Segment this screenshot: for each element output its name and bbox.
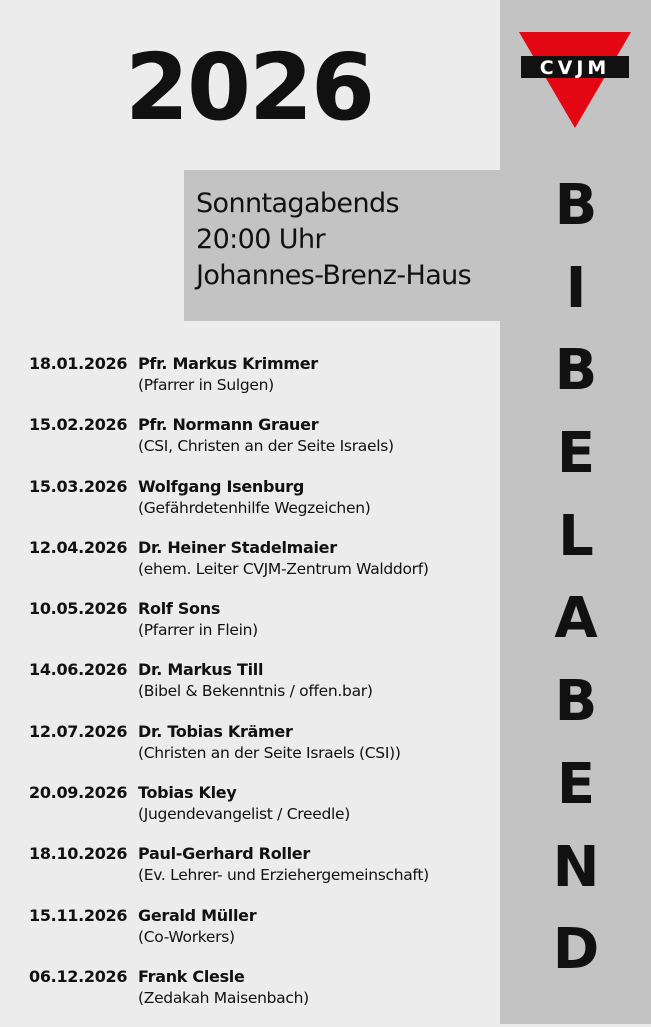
event-speaker-role: (Co-Workers) [138, 927, 235, 946]
event-item [29, 966, 499, 1027]
event-speaker: Wolfgang Isenburg [138, 476, 304, 496]
event-item [29, 353, 499, 414]
event-speaker-role: (CSI, Christen an der Seite Israels) [138, 437, 394, 456]
event-speaker-role: (ehem. Leiter CVJM-Zentrum Walddorf) [138, 559, 429, 578]
title-letter: E [556, 751, 596, 817]
title-letter: B [554, 338, 598, 404]
info-location: Johannes-Brenz-Haus [196, 260, 472, 291]
event-date: 12.04.2026 [29, 537, 128, 557]
title-letter: A [554, 586, 598, 652]
cvjm-logo [519, 32, 631, 128]
title-letter: B [554, 173, 598, 238]
event-date: 15.11.2026 [29, 905, 128, 925]
event-speaker: Rolf Sons [138, 599, 221, 619]
title-letter: E [556, 421, 596, 487]
event-item [29, 659, 499, 720]
event-speaker: Pfr. Markus Krimmer [138, 354, 318, 373]
title-letter: D [552, 917, 600, 983]
event-speaker-role: (Gefährdetenhilfe Wegzeichen) [138, 498, 371, 517]
event-item [29, 721, 499, 782]
info-day: Sonntagabends [196, 188, 399, 219]
event-speaker-role: (Zedakah Maisenbach) [138, 988, 309, 1007]
event-date: 20.09.2026 [29, 783, 128, 803]
event-info-box [184, 170, 500, 321]
event-date: 14.06.2026 [29, 660, 128, 680]
event-speaker-role: (Pfarrer in Sulgen) [138, 376, 274, 394]
event-date: 18.01.2026 [29, 354, 128, 373]
event-item [29, 537, 499, 598]
vertical-title-bibelabend [528, 170, 624, 997]
event-date: 06.12.2026 [29, 966, 128, 986]
event-date: 15.03.2026 [29, 476, 128, 496]
event-speaker: Dr. Tobias Krämer [138, 721, 293, 741]
event-speaker: Dr. Markus Till [138, 660, 264, 680]
event-speaker: Dr. Heiner Stadelmaier [138, 537, 337, 557]
event-speaker: Tobias Kley [138, 783, 237, 803]
title-letter: L [558, 503, 594, 569]
event-list [29, 353, 499, 1027]
event-item [29, 782, 499, 843]
event-speaker: Gerald Müller [138, 905, 257, 925]
event-speaker-role: (Christen an der Seite Israels (CSI)) [138, 743, 401, 762]
event-item [29, 476, 499, 537]
event-speaker: Frank Clesle [138, 966, 245, 986]
event-speaker: Pfr. Normann Grauer [138, 415, 319, 435]
title-letter: B [554, 669, 598, 735]
event-speaker-role: (Ev. Lehrer- und Erziehergemeinschaft) [138, 866, 429, 885]
title-letter: I [565, 255, 587, 321]
event-date: 12.07.2026 [29, 721, 128, 741]
year-heading: 2026 [125, 34, 374, 141]
info-time: 20:00 Uhr [196, 224, 325, 255]
event-item [29, 414, 499, 475]
event-speaker-role: (Pfarrer in Flein) [138, 621, 258, 640]
logo-text: CVJM [539, 57, 611, 79]
event-item [29, 905, 499, 966]
title-letter: N [552, 834, 600, 900]
event-speaker-role: (Jugendevangelist / Creedle) [138, 805, 350, 824]
event-item [29, 843, 499, 904]
logo-triangle [519, 32, 631, 128]
event-item [29, 598, 499, 659]
event-date: 15.02.2026 [29, 415, 128, 435]
event-date: 18.10.2026 [29, 844, 128, 864]
event-speaker: Paul-Gerhard Roller [138, 844, 310, 864]
event-speaker-role: (Bibel & Bekenntnis / offen.bar) [138, 682, 373, 701]
event-date: 10.05.2026 [29, 599, 128, 619]
